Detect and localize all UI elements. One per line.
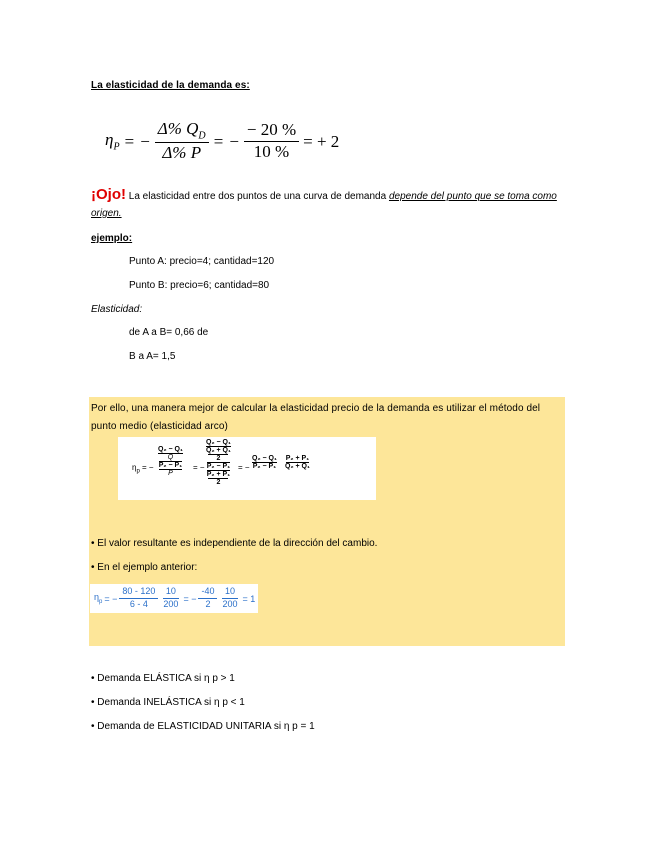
f2-frac-c2: P₂ + P₁ Q₂ + Q₁ — [285, 455, 310, 470]
a-to-b: de A a B= 0,66 de — [129, 327, 209, 338]
box-bullet-independent: • El valor resultante es independiente de la dirección del cambio. — [91, 538, 378, 549]
eta-symbol: $\eta_P$ — [105, 130, 120, 153]
elasticity-formula — [105, 120, 339, 163]
example-formula: $\eta_p$ = − $\frac{80 - 120}{6 - 4}$ $\frac{10}{200}$ = − $\frac{-40}{2}$ $\frac{10}{200}$ = 1 — [90, 584, 258, 613]
box-bullet-example: • En el ejemplo anterior: — [91, 562, 198, 573]
point-a: Punto A: precio=4; cantidad=120 — [129, 256, 275, 267]
f2-frac-a: Q₂ − Q₁ Q P₂ − P₁ P — [158, 446, 183, 477]
page-title: La elasticidad de la demanda es: — [91, 80, 250, 91]
b-to-a: B a A= 1,5 — [129, 351, 176, 362]
list-item-inelastica: • Demanda INELÁSTICA si η p < 1 — [91, 697, 245, 708]
f3-eta: $\eta_p$ — [94, 592, 103, 605]
list-item-unitaria: • Demanda de ELASTICIDAD UNITARIA si η p = 1 — [91, 721, 315, 732]
f2-eq3: = − — [238, 463, 250, 472]
ojo-text: La elasticidad entre dos puntos de una curva de demanda — [126, 191, 389, 202]
point-b: Punto B: precio=6; cantidad=80 — [129, 280, 270, 291]
f2-frac-c1: Q₂ − Q₁ P₂ − P₁ — [252, 455, 277, 470]
ojo-label: ¡Ojo! — [91, 186, 126, 203]
ojo-underlined: depende del punto que se toma como origen. — [91, 191, 557, 219]
fraction-percent: $\frac{- 20 \%}{10 \%}$ — [244, 121, 299, 161]
equals-minus-2: = − — [212, 131, 240, 151]
f2-eta: $\eta_p$ = − — [132, 463, 154, 475]
midpoint-formula — [118, 437, 376, 500]
list-item-elastica: • Demanda ELÁSTICA si η p > 1 — [91, 673, 235, 684]
ojo-paragraph — [91, 186, 561, 222]
box-intro: Por ello, una manera mejor de calcular la elasticidad precio de la demanda es utilizar el método del punto medio (elasticidad arco) — [91, 403, 541, 432]
fraction-delta-q-over-delta-p: $\frac{\Delta\% Q_D}{\Delta\% P}$ — [155, 120, 209, 163]
result: = + 2 — [303, 131, 340, 151]
f2-eq2: = − — [193, 463, 205, 472]
ejemplo-heading: ejemplo: — [91, 233, 133, 244]
equals-minus: = − — [123, 131, 151, 151]
f2-frac-b: Q₂ − Q₁ Q₂ + Q₁ 2 P₂ − P₁ P₂ + P₁ 2 — [206, 439, 231, 486]
elasticidad-label: Elasticidad: — [91, 304, 143, 315]
